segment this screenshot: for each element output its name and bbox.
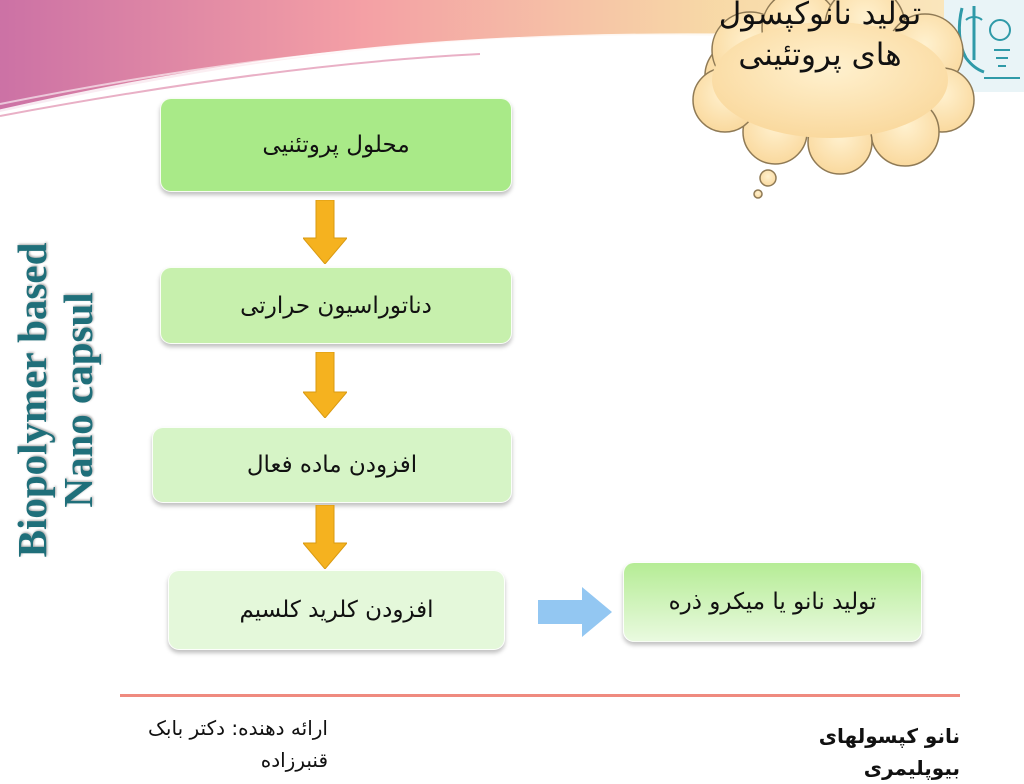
footer-topic: نانو کپسولهای بیوپلیمری	[818, 724, 960, 780]
right-arrow-icon	[538, 587, 612, 637]
flow-step-add-active-agent: افزودن ماده فعال	[152, 427, 512, 503]
side-title-line1: Biopolymer based	[9, 242, 55, 558]
side-title-line2: Nano capsul	[55, 292, 101, 508]
down-arrow-icon	[303, 200, 347, 264]
flow-step-heat-denaturation: دناتوراسیون حرارتی	[160, 267, 512, 344]
down-arrow-icon	[303, 352, 347, 418]
side-title	[9, 243, 101, 558]
flow-step-add-calcium-chloride: افزودن کلرید کلسیم	[168, 570, 505, 650]
footer-presenter: ارائه دهنده: دکتر بابک قنبرزاده	[148, 716, 328, 772]
cloud-title: تولید نانوکپسول های پروتئینی	[718, 0, 922, 73]
flow-result-particles: تولید نانو یا میکرو ذره	[623, 562, 922, 642]
down-arrow-icon	[303, 505, 347, 569]
flow-step-protein-solution: محلول پروتئنیی	[160, 98, 512, 192]
footer-divider	[120, 694, 960, 697]
